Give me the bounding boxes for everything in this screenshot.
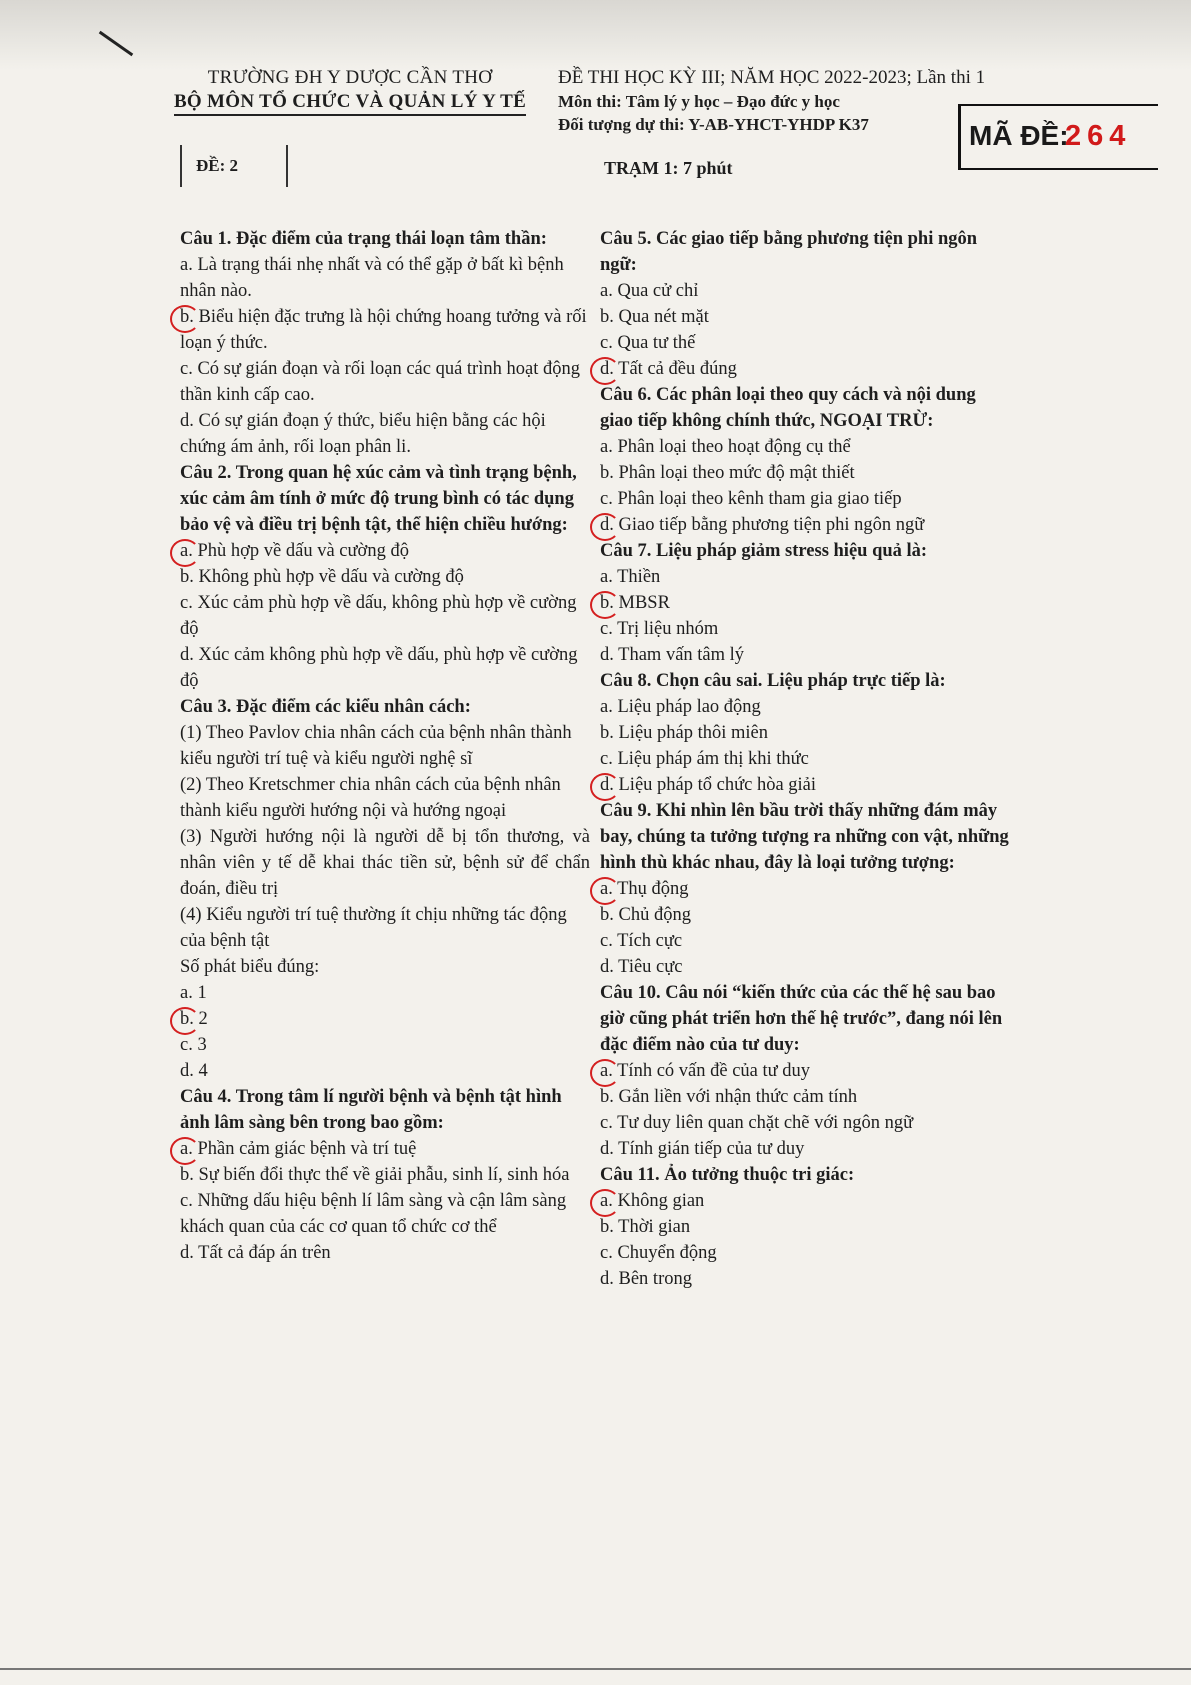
- q2-option-c: c. Xúc cảm phù hợp về dấu, không phù hợp về cường độ: [180, 593, 577, 639]
- q5-option-a: a. Qua cử chỉ: [600, 281, 699, 301]
- q3-option-d: d. 4: [180, 1061, 208, 1081]
- q7-option-c: c. Trị liệu nhóm: [600, 619, 719, 639]
- q3-prompt: Số phát biểu đúng:: [180, 957, 320, 977]
- q6-option-b: b. Phân loại theo mức độ mật thiết: [600, 463, 855, 483]
- q5-option-b: b. Qua nét mặt: [600, 307, 709, 327]
- q4-option-d: d. Tất cả đáp án trên: [180, 1243, 331, 1263]
- question-2: Câu 2. Trong quan hệ xúc cảm và tình trạng bệnh, xúc cảm âm tính ở mức độ trung bình có tác dụng bảo vệ và điều trị bệnh tật, thể hiện chiều hướng:: [180, 463, 577, 535]
- q11-option-a-selected: a. Không gian: [600, 1188, 1012, 1214]
- q10-option-b: b. Gắn liền với nhận thức cảm tính: [600, 1087, 858, 1107]
- q1-option-c: c. Có sự gián đoạn và rối loạn các quá trình hoạt động thần kinh cấp cao.: [180, 359, 580, 405]
- question-1: Câu 1. Đặc điểm của trạng thái loạn tâm thần:: [180, 229, 547, 249]
- q1-option-a: a. Là trạng thái nhẹ nhất và có thể gặp ở bất kì bệnh nhân nào.: [180, 255, 564, 301]
- q3-option-c: c. 3: [180, 1035, 207, 1055]
- q9-option-a-selected: a. Thụ động: [600, 876, 1012, 902]
- question-11: Câu 11. Ảo tưởng thuộc tri giác:: [600, 1165, 855, 1185]
- exam-subject: Môn thi: Tâm lý y học – Đạo đức y học: [558, 92, 840, 111]
- q1-option-d: d. Có sự gián đoạn ý thức, biểu hiện bằng các hội chứng ám ảnh, rối loạn phân li.: [180, 411, 546, 457]
- q3-option-a: a. 1: [180, 983, 207, 1003]
- exam-code-label: MÃ ĐỀ:: [969, 120, 1069, 151]
- q7-option-d: d. Tham vấn tâm lý: [600, 645, 745, 665]
- q6-option-c: c. Phân loại theo kênh tham gia giao tiếp: [600, 489, 902, 509]
- q11-option-d: d. Bên trong: [600, 1269, 692, 1289]
- q8-option-c: c. Liệu pháp ám thị khi thức: [600, 749, 809, 769]
- q4-option-b: b. Sự biến đổi thực thể về giải phẫu, sinh lí, sinh hóa: [180, 1165, 570, 1185]
- q3-option-b-selected: b. 2: [180, 1006, 590, 1032]
- q2-option-a-selected: a. Phù hợp về dấu và cường độ: [180, 538, 590, 564]
- question-5: Câu 5. Các giao tiếp bằng phương tiện phi ngôn ngữ:: [600, 229, 978, 275]
- q8-option-a: a. Liệu pháp lao động: [600, 697, 761, 717]
- de-number-box: ĐỀ: 2: [180, 145, 288, 187]
- right-question-column: [600, 226, 1012, 1292]
- q5-option-c: c. Qua tư thế: [600, 333, 696, 353]
- q2-option-b: b. Không phù hợp về dấu và cường độ: [180, 567, 464, 587]
- scan-shadow: [0, 0, 1191, 70]
- q4-option-a-selected: a. Phần cảm giác bệnh và trí tuệ: [180, 1136, 590, 1162]
- station-time: TRẠM 1: 7 phút: [604, 158, 733, 178]
- left-question-column: [180, 226, 590, 1266]
- q4-option-c: c. Những dấu hiệu bệnh lí lâm sàng và cận lâm sàng khách quan của các cơ quan tổ chức cơ thể: [180, 1191, 567, 1237]
- question-4: Câu 4. Trong tâm lí người bệnh và bệnh tật hình ảnh lâm sàng bên trong bao gồm:: [180, 1087, 562, 1133]
- q6-option-d-selected: d. Giao tiếp bằng phương tiện phi ngôn ngữ: [600, 512, 1012, 538]
- q3-statement-2: (2) Theo Kretschmer chia nhân cách của bệnh nhân thành kiểu người hướng nội và hướng ngoại: [180, 775, 561, 821]
- scan-bottom-edge: [0, 1668, 1191, 1670]
- question-7: Câu 7. Liệu pháp giảm stress hiệu quả là:: [600, 541, 928, 561]
- q11-option-c: c. Chuyển động: [600, 1243, 717, 1263]
- q1-option-b-selected: b. Biểu hiện đặc trưng là hội chứng hoang tưởng và rối loạn ý thức.: [180, 304, 590, 356]
- q7-option-b-selected: b. MBSR: [600, 590, 1012, 616]
- question-8: Câu 8. Chọn câu sai. Liệu pháp trực tiếp là:: [600, 671, 946, 691]
- school-name: TRƯỜNG ĐH Y DƯỢC CẦN THƠ: [207, 67, 493, 88]
- question-10: Câu 10. Câu nói “kiến thức của các thế hệ sau bao giờ cũng phát triển hơn thế hệ trước”, đang nói lên đặc điểm nào của tư duy:: [600, 983, 1003, 1055]
- q11-option-b: b. Thời gian: [600, 1217, 691, 1237]
- question-9: Câu 9. Khi nhìn lên bầu trời thấy những đám mây bay, chúng ta tưởng tượng ra những con vật, những hình thù khác nhau, đây là loại tưởng tượng:: [600, 801, 1009, 873]
- institution-header: [140, 66, 560, 116]
- q7-option-a: a. Thiền: [600, 567, 661, 587]
- q8-option-d-selected: d. Liệu pháp tổ chức hòa giải: [600, 772, 1012, 798]
- exam-code-box: [958, 104, 1158, 170]
- q10-option-c: c. Tư duy liên quan chặt chẽ với ngôn ngữ: [600, 1113, 914, 1133]
- exam-code-handwritten: 264: [1065, 120, 1132, 152]
- q2-option-d: d. Xúc cảm không phù hợp về dấu, phù hợp về cường độ: [180, 645, 578, 691]
- q9-option-d: d. Tiêu cực: [600, 957, 683, 977]
- exam-title: ĐỀ THI HỌC KỲ III; NĂM HỌC 2022-2023; Lần thi 1: [558, 67, 986, 88]
- q9-option-c: c. Tích cực: [600, 931, 683, 951]
- q10-option-a-selected: a. Tính có vấn đề của tư duy: [600, 1058, 1012, 1084]
- question-6: Câu 6. Các phân loại theo quy cách và nội dung giao tiếp không chính thức, NGOẠI TRỪ:: [600, 385, 976, 431]
- q8-option-b: b. Liệu pháp thôi miên: [600, 723, 769, 743]
- question-3: Câu 3. Đặc điểm các kiểu nhân cách:: [180, 697, 471, 717]
- q6-option-a: a. Phân loại theo hoạt động cụ thể: [600, 437, 851, 457]
- q9-option-b: b. Chủ động: [600, 905, 691, 925]
- q3-statement-1: (1) Theo Pavlov chia nhân cách của bệnh nhân thành kiểu người trí tuệ và kiểu người nghệ sĩ: [180, 723, 572, 769]
- q10-option-d: d. Tính gián tiếp của tư duy: [600, 1139, 805, 1159]
- exam-target: Đối tượng dự thi: Y-AB-YHCT-YHDP K37: [558, 115, 869, 134]
- q5-option-d-selected: d. Tất cả đều đúng: [600, 356, 1012, 382]
- department-name: BỘ MÔN TỔ CHỨC VÀ QUẢN LÝ Y TẾ: [174, 90, 526, 116]
- q3-statement-3: (3) Người hướng nội là người dễ bị tổn thương, và nhân viên y tế dễ khai thác tiền sử, bệnh sử để chẩn đoán, điều trị: [180, 827, 590, 899]
- q3-statement-4: (4) Kiểu người trí tuệ thường ít chịu những tác động của bệnh tật: [180, 905, 567, 951]
